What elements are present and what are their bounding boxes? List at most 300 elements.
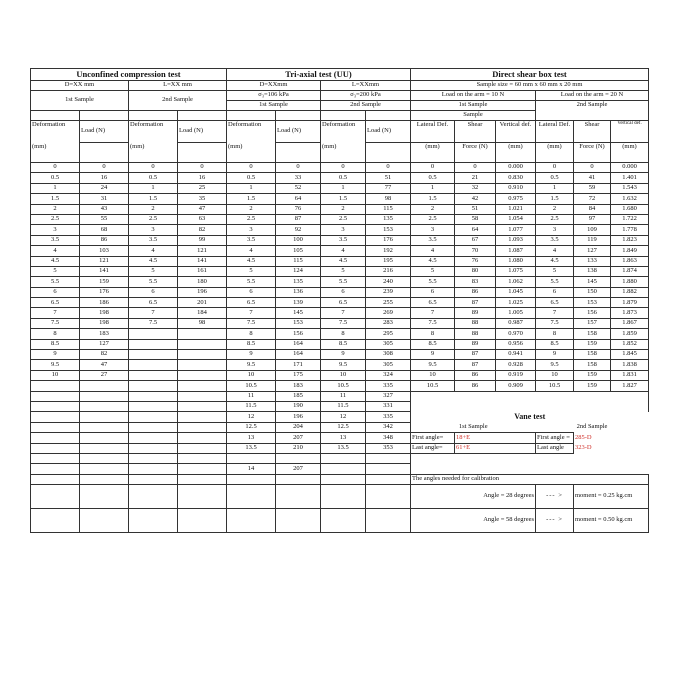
data-cell: 4 bbox=[31, 246, 80, 256]
data-cell: 6 bbox=[31, 287, 80, 297]
data-cell: 335 bbox=[366, 381, 411, 391]
blank-cell bbox=[129, 509, 178, 533]
data-cell: 210 bbox=[276, 443, 321, 453]
mm-unit: (mm) bbox=[321, 143, 366, 163]
data-cell: 186 bbox=[80, 298, 129, 308]
blank-cell bbox=[178, 509, 227, 533]
data-cell: 1.880 bbox=[611, 277, 649, 287]
data-cell: 1 bbox=[536, 183, 574, 193]
data-cell: 0.830 bbox=[496, 173, 536, 183]
vertical-def-header-2: Vertical def. bbox=[611, 121, 649, 143]
data-cell: 196 bbox=[276, 412, 321, 422]
data-cell: 7 bbox=[411, 308, 455, 318]
data-cell: 3.5 bbox=[411, 235, 455, 245]
data-cell: 5.5 bbox=[31, 277, 80, 287]
data-cell: 14 bbox=[227, 464, 276, 474]
blank-cell bbox=[31, 111, 80, 121]
data-cell: 124 bbox=[276, 266, 321, 276]
blank-cell bbox=[276, 474, 321, 484]
data-cell: 55 bbox=[80, 214, 129, 224]
data-cell: 8 bbox=[411, 329, 455, 339]
data-cell: 1.543 bbox=[611, 183, 649, 193]
data-cell: 109 bbox=[574, 225, 611, 235]
data-cell: 6 bbox=[411, 287, 455, 297]
blank-cell bbox=[178, 143, 227, 163]
data-cell: 4.5 bbox=[227, 256, 276, 266]
data-cell: 216 bbox=[366, 266, 411, 276]
data-cell bbox=[31, 381, 80, 391]
data-cell: 7.5 bbox=[321, 318, 366, 328]
data-cell: 0 bbox=[178, 163, 227, 173]
data-cell: 31 bbox=[80, 194, 129, 204]
data-cell: 98 bbox=[366, 194, 411, 204]
data-cell: 97 bbox=[574, 214, 611, 224]
data-cell: 88 bbox=[455, 329, 496, 339]
data-cell: 2.5 bbox=[411, 214, 455, 224]
data-cell: 7 bbox=[227, 308, 276, 318]
data-cell: 7 bbox=[129, 308, 178, 318]
data-cell: 52 bbox=[276, 183, 321, 193]
blank-cell bbox=[80, 453, 129, 463]
data-cell: 183 bbox=[80, 329, 129, 339]
data-cell: 10.5 bbox=[227, 381, 276, 391]
blank-cell bbox=[129, 433, 178, 443]
blank-cell bbox=[129, 391, 178, 401]
shear-sample-2: 2nd Sample bbox=[536, 101, 649, 121]
data-cell bbox=[129, 329, 178, 339]
data-cell: 335 bbox=[366, 412, 411, 422]
data-cell bbox=[366, 464, 411, 474]
data-cell: 0 bbox=[227, 163, 276, 173]
data-cell: 1.401 bbox=[611, 173, 649, 183]
data-cell: 76 bbox=[276, 204, 321, 214]
data-cell: 25 bbox=[178, 183, 227, 193]
data-cell: 1 bbox=[411, 183, 455, 193]
data-cell: 0.909 bbox=[496, 381, 536, 391]
data-cell: 86 bbox=[455, 370, 496, 380]
data-cell bbox=[178, 370, 227, 380]
data-cell: 42 bbox=[455, 194, 496, 204]
data-cell: 3.5 bbox=[227, 235, 276, 245]
data-cell: 0.987 bbox=[496, 318, 536, 328]
data-cell: 348 bbox=[366, 433, 411, 443]
data-cell: 0 bbox=[31, 163, 80, 173]
data-cell: 255 bbox=[366, 298, 411, 308]
data-cell: 1.5 bbox=[411, 194, 455, 204]
data-cell: 1.021 bbox=[496, 204, 536, 214]
blank-cell bbox=[366, 111, 411, 121]
data-cell: 10.5 bbox=[536, 381, 574, 391]
data-cell: 190 bbox=[276, 401, 321, 411]
data-cell: 5 bbox=[411, 266, 455, 276]
data-cell: 175 bbox=[276, 370, 321, 380]
data-cell: 145 bbox=[276, 308, 321, 318]
data-cell: 207 bbox=[276, 464, 321, 474]
data-cell bbox=[80, 381, 129, 391]
data-cell: 133 bbox=[574, 256, 611, 266]
last-angle-2-label: Last angle bbox=[536, 443, 574, 453]
data-cell: 115 bbox=[366, 204, 411, 214]
data-cell: 1.093 bbox=[496, 235, 536, 245]
blank-cell bbox=[129, 474, 178, 484]
data-cell: 204 bbox=[276, 422, 321, 432]
data-cell: 180 bbox=[178, 277, 227, 287]
data-cell: 1.5 bbox=[31, 194, 80, 204]
blank-cell bbox=[178, 453, 227, 463]
blank-cell bbox=[227, 111, 276, 121]
data-cell: 327 bbox=[366, 391, 411, 401]
data-cell bbox=[366, 453, 411, 463]
blank-cell bbox=[31, 453, 80, 463]
data-cell: 8 bbox=[31, 329, 80, 339]
data-cell: 1.062 bbox=[496, 277, 536, 287]
blank-cell bbox=[321, 111, 366, 121]
data-cell: 1.025 bbox=[496, 298, 536, 308]
blank-cell bbox=[321, 485, 366, 509]
data-cell: 2.5 bbox=[321, 214, 366, 224]
unconfined-diameter: D=XX mm bbox=[31, 81, 129, 91]
data-cell: 127 bbox=[574, 246, 611, 256]
data-cell: 139 bbox=[276, 298, 321, 308]
data-cell: 283 bbox=[366, 318, 411, 328]
data-cell: 13 bbox=[227, 433, 276, 443]
data-cell: 9.5 bbox=[227, 360, 276, 370]
data-cell: 0.910 bbox=[496, 183, 536, 193]
data-cell: 1.5 bbox=[321, 194, 366, 204]
blank-cell bbox=[178, 433, 227, 443]
data-cell: 2.5 bbox=[536, 214, 574, 224]
triaxial-length: L=XXmm bbox=[321, 81, 411, 91]
data-cell: 7 bbox=[321, 308, 366, 318]
data-cell: 192 bbox=[366, 246, 411, 256]
data-cell: 145 bbox=[574, 277, 611, 287]
data-cell: 13.5 bbox=[321, 443, 366, 453]
data-cell: 27 bbox=[80, 370, 129, 380]
data-cell: 105 bbox=[276, 246, 321, 256]
data-cell: 158 bbox=[574, 350, 611, 360]
data-cell: 1.680 bbox=[611, 204, 649, 214]
data-cell: 4.5 bbox=[411, 256, 455, 266]
blank-cell bbox=[80, 143, 129, 163]
data-cell: 158 bbox=[574, 360, 611, 370]
data-cell bbox=[178, 381, 227, 391]
blank-cell bbox=[80, 443, 129, 453]
data-cell: 2 bbox=[129, 204, 178, 214]
blank-cell bbox=[276, 485, 321, 509]
data-cell: 70 bbox=[455, 246, 496, 256]
data-cell: 4.5 bbox=[536, 256, 574, 266]
data-cell: 6.5 bbox=[536, 298, 574, 308]
data-cell: 43 bbox=[80, 204, 129, 214]
blank-cell bbox=[178, 443, 227, 453]
data-cell: 5.5 bbox=[129, 277, 178, 287]
data-cell: 9 bbox=[411, 350, 455, 360]
moment-2: moment = 0.50 kg.cm bbox=[574, 509, 649, 533]
blank-cell bbox=[31, 464, 80, 474]
data-cell: 0 bbox=[80, 163, 129, 173]
data-cell: 86 bbox=[455, 381, 496, 391]
calibration-angle-2: Angle = 58 degrees bbox=[411, 509, 536, 533]
data-cell: 4.5 bbox=[31, 256, 80, 266]
data-cell: 2.5 bbox=[31, 214, 80, 224]
first-angle-2-value: 285-D bbox=[574, 433, 649, 443]
data-cell: 161 bbox=[178, 266, 227, 276]
data-cell: 72 bbox=[574, 194, 611, 204]
data-cell: 0 bbox=[536, 163, 574, 173]
triaxial-sample-2: 2nd Sample bbox=[321, 101, 411, 111]
data-cell bbox=[178, 329, 227, 339]
data-cell: 5 bbox=[227, 266, 276, 276]
data-cell: 0.000 bbox=[611, 163, 649, 173]
data-cell: 0.5 bbox=[321, 173, 366, 183]
data-cell: 6 bbox=[321, 287, 366, 297]
data-cell: 86 bbox=[455, 287, 496, 297]
shear-sample-label: Sample bbox=[411, 111, 536, 121]
data-cell: 136 bbox=[276, 287, 321, 297]
data-cell: 10 bbox=[536, 370, 574, 380]
data-cell: 89 bbox=[455, 339, 496, 349]
data-cell: 0.919 bbox=[496, 370, 536, 380]
vane-sample-1: 1st Sample bbox=[458, 422, 488, 430]
data-cell: 5.5 bbox=[321, 277, 366, 287]
vertical-def-header: Vertical def. bbox=[496, 121, 536, 143]
blank-cell bbox=[178, 485, 227, 509]
data-cell: 9.5 bbox=[411, 360, 455, 370]
data-cell: 156 bbox=[276, 329, 321, 339]
blank-cell bbox=[129, 485, 178, 509]
data-cell: 1.863 bbox=[611, 256, 649, 266]
data-cell bbox=[227, 453, 276, 463]
data-cell bbox=[129, 339, 178, 349]
data-cell: 98 bbox=[178, 318, 227, 328]
data-cell: 58 bbox=[455, 214, 496, 224]
data-cell: 32 bbox=[455, 183, 496, 193]
mm-unit: (mm) bbox=[129, 143, 178, 163]
data-cell: 141 bbox=[178, 256, 227, 266]
blank-cell bbox=[80, 433, 129, 443]
force-header: Force (N) bbox=[455, 143, 496, 163]
data-cell: 195 bbox=[366, 256, 411, 266]
data-cell: 121 bbox=[178, 246, 227, 256]
data-cell: 1.882 bbox=[611, 287, 649, 297]
data-cell: 331 bbox=[366, 401, 411, 411]
data-cell: 0 bbox=[129, 163, 178, 173]
data-cell: 1.852 bbox=[611, 339, 649, 349]
data-cell: 11 bbox=[321, 391, 366, 401]
data-cell: 1.838 bbox=[611, 360, 649, 370]
blank-cell bbox=[129, 453, 178, 463]
data-cell: 0.5 bbox=[31, 173, 80, 183]
data-cell: 1.831 bbox=[611, 370, 649, 380]
data-cell: 10 bbox=[227, 370, 276, 380]
data-cell: 0.956 bbox=[496, 339, 536, 349]
data-cell: 9 bbox=[536, 350, 574, 360]
data-cell: 0.941 bbox=[496, 350, 536, 360]
blank-cell bbox=[80, 391, 129, 401]
blank-cell bbox=[31, 401, 80, 411]
data-cell: 269 bbox=[366, 308, 411, 318]
data-cell: 1 bbox=[227, 183, 276, 193]
data-cell: 295 bbox=[366, 329, 411, 339]
data-cell: 196 bbox=[178, 287, 227, 297]
data-cell: 10.5 bbox=[411, 381, 455, 391]
data-cell: 141 bbox=[80, 266, 129, 276]
force-header-2: Force (N) bbox=[574, 143, 611, 163]
data-cell: 64 bbox=[276, 194, 321, 204]
data-cell: 2 bbox=[536, 204, 574, 214]
data-cell: 1.722 bbox=[611, 214, 649, 224]
data-cell: 0.975 bbox=[496, 194, 536, 204]
data-cell: 99 bbox=[178, 235, 227, 245]
data-cell: 67 bbox=[455, 235, 496, 245]
data-cell: 3 bbox=[227, 225, 276, 235]
data-cell: 3 bbox=[31, 225, 80, 235]
data-cell: 5.5 bbox=[227, 277, 276, 287]
data-cell: 68 bbox=[80, 225, 129, 235]
data-cell: 158 bbox=[574, 329, 611, 339]
data-cell bbox=[321, 453, 366, 463]
data-cell: 0.5 bbox=[227, 173, 276, 183]
data-cell: 198 bbox=[80, 308, 129, 318]
blank-cell bbox=[276, 111, 321, 121]
mm-unit: (mm) bbox=[227, 143, 276, 163]
load-col-header: Load (N) bbox=[178, 121, 227, 143]
data-cell: 77 bbox=[366, 183, 411, 193]
data-cell: 16 bbox=[178, 173, 227, 183]
data-cell: 1.778 bbox=[611, 225, 649, 235]
sample-size: Sample size = 60 mm x 60 mm x 20 mm bbox=[411, 81, 649, 91]
lateral-def-header-2: Lateral Def. bbox=[536, 121, 574, 143]
calibration-note: The angles needed for calibration bbox=[411, 474, 649, 484]
data-cell: 0 bbox=[276, 163, 321, 173]
data-cell: 0 bbox=[411, 163, 455, 173]
mm-unit: (mm) bbox=[31, 143, 80, 163]
blank-cell bbox=[178, 401, 227, 411]
data-cell: 176 bbox=[366, 235, 411, 245]
first-angle-2-label: First angle = bbox=[536, 433, 574, 443]
blank-cell bbox=[80, 474, 129, 484]
data-cell: 21 bbox=[455, 173, 496, 183]
deformation-col-header: Deformation bbox=[129, 121, 178, 143]
data-cell: 135 bbox=[276, 277, 321, 287]
data-cell: 0.5 bbox=[536, 173, 574, 183]
data-cell: 10 bbox=[31, 370, 80, 380]
unconfined-sample-1: 1st Sample bbox=[31, 91, 129, 111]
data-cell: 8.5 bbox=[31, 339, 80, 349]
data-cell: 201 bbox=[178, 298, 227, 308]
data-cell: 138 bbox=[574, 266, 611, 276]
data-cell: 3 bbox=[321, 225, 366, 235]
data-cell: 1.054 bbox=[496, 214, 536, 224]
data-cell: 0.970 bbox=[496, 329, 536, 339]
data-cell: 0 bbox=[574, 163, 611, 173]
data-cell: 198 bbox=[80, 318, 129, 328]
data-cell: 10 bbox=[321, 370, 366, 380]
data-cell: 35 bbox=[178, 194, 227, 204]
data-cell: 1.859 bbox=[611, 329, 649, 339]
last-angle-1-value: 61+E bbox=[455, 443, 536, 453]
data-cell: 5.5 bbox=[536, 277, 574, 287]
data-cell: 127 bbox=[80, 339, 129, 349]
data-cell: 1.087 bbox=[496, 246, 536, 256]
data-cell: 87 bbox=[455, 298, 496, 308]
first-angle-1-value: 18+E bbox=[455, 433, 536, 443]
data-cell: 0.000 bbox=[496, 163, 536, 173]
data-cell: 11.5 bbox=[321, 401, 366, 411]
blank-cell bbox=[31, 443, 80, 453]
data-cell: 1.849 bbox=[611, 246, 649, 256]
data-cell: 5 bbox=[129, 266, 178, 276]
data-cell: 305 bbox=[366, 360, 411, 370]
deformation-col-header: Deformation bbox=[321, 121, 366, 143]
data-cell: 159 bbox=[574, 339, 611, 349]
data-cell bbox=[129, 381, 178, 391]
blank-cell bbox=[178, 412, 227, 422]
data-cell bbox=[276, 453, 321, 463]
data-cell: 6 bbox=[536, 287, 574, 297]
data-cell: 11.5 bbox=[227, 401, 276, 411]
data-cell: 6.5 bbox=[129, 298, 178, 308]
data-cell: 64 bbox=[455, 225, 496, 235]
data-cell: 1.5 bbox=[536, 194, 574, 204]
blank-cell bbox=[178, 422, 227, 432]
data-cell: 7.5 bbox=[227, 318, 276, 328]
data-cell: 87 bbox=[276, 214, 321, 224]
data-cell: 1.5 bbox=[129, 194, 178, 204]
data-cell: 1 bbox=[129, 183, 178, 193]
data-cell: 1 bbox=[321, 183, 366, 193]
data-cell: 6 bbox=[129, 287, 178, 297]
data-cell: 76 bbox=[455, 256, 496, 266]
data-cell: 5 bbox=[321, 266, 366, 276]
data-cell: 3 bbox=[411, 225, 455, 235]
data-cell: 5 bbox=[31, 266, 80, 276]
shear-sample-1: 1st Sample bbox=[411, 101, 536, 111]
data-cell: 33 bbox=[276, 173, 321, 183]
data-cell: 3 bbox=[129, 225, 178, 235]
data-cell: 3.5 bbox=[536, 235, 574, 245]
data-cell: 0 bbox=[455, 163, 496, 173]
data-cell: 8 bbox=[227, 329, 276, 339]
data-cell: 240 bbox=[366, 277, 411, 287]
data-sheet bbox=[30, 68, 649, 533]
blank-cell bbox=[31, 485, 80, 509]
data-cell: 9.5 bbox=[321, 360, 366, 370]
blank-cell bbox=[227, 474, 276, 484]
data-cell: 4 bbox=[321, 246, 366, 256]
triaxial-diameter: D=XXmm bbox=[227, 81, 321, 91]
data-cell: 1.845 bbox=[611, 350, 649, 360]
data-cell: 164 bbox=[276, 339, 321, 349]
data-cell: 1.080 bbox=[496, 256, 536, 266]
blank-cell bbox=[227, 485, 276, 509]
data-cell: 6 bbox=[227, 287, 276, 297]
data-cell: 207 bbox=[276, 433, 321, 443]
data-cell bbox=[178, 339, 227, 349]
data-cell: 153 bbox=[574, 298, 611, 308]
data-cell: 88 bbox=[455, 318, 496, 328]
blank-cell bbox=[276, 509, 321, 533]
blank-cell bbox=[80, 509, 129, 533]
blank-cell bbox=[411, 391, 649, 412]
data-cell: 2 bbox=[411, 204, 455, 214]
data-cell: 1.632 bbox=[611, 194, 649, 204]
deformation-col-header: Deformation bbox=[31, 121, 80, 143]
data-cell: 10.5 bbox=[321, 381, 366, 391]
data-cell: 11 bbox=[227, 391, 276, 401]
last-angle-2-value: 323-D bbox=[575, 443, 592, 451]
data-cell: 4 bbox=[411, 246, 455, 256]
